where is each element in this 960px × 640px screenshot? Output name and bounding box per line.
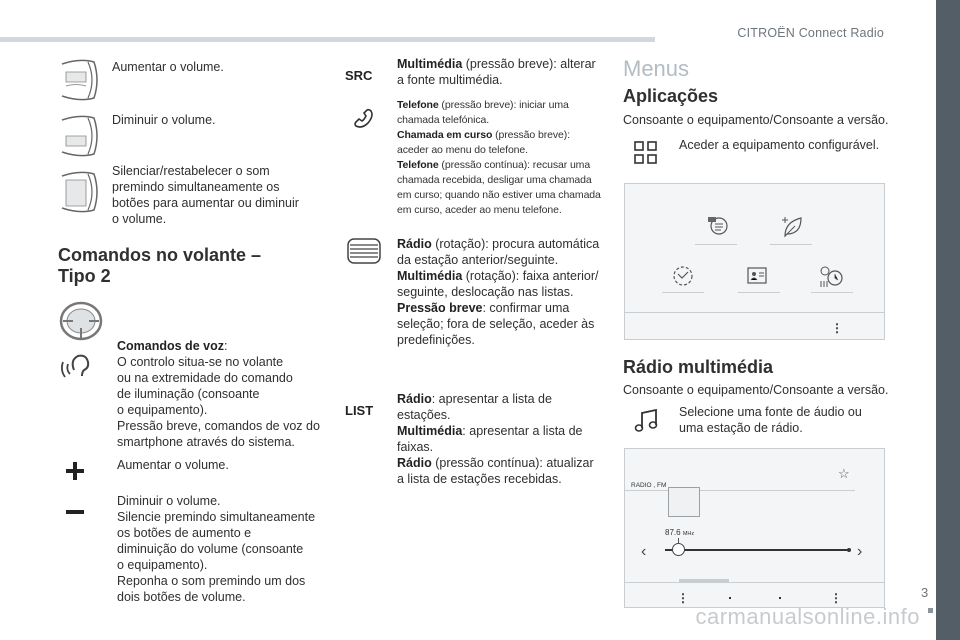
tuner-slider[interactable] — [665, 549, 850, 551]
volume-up-text: Aumentar o volume. — [112, 60, 224, 74]
climate-timer-app-icon[interactable] — [817, 263, 845, 289]
station-logo-placeholder — [668, 487, 700, 517]
radio-icon-text: Selecione uma fonte de áudio ou uma estação de rádio. — [679, 405, 862, 435]
steering-control-mute-icon — [58, 168, 102, 216]
previous-station-icon[interactable]: ‹ — [641, 543, 647, 560]
header-rule — [0, 37, 655, 42]
dot-indicator-1 — [729, 597, 731, 599]
mute-text: Silenciar/restabelecer o som premindo simultaneamente os botões para aumentar ou diminuir o volume. — [112, 164, 299, 226]
thumbwheel-icon — [346, 236, 382, 266]
menu-dots-right[interactable]: ⋮ — [830, 591, 842, 605]
vehicle-info-app-icon[interactable] — [743, 263, 771, 289]
list-text: Rádio: apresentar a lista de estações. Multimédia: apresentar a lista de faixas. Rádio (pressão contínua): atualizar a lista de estações recebidas. — [397, 392, 594, 486]
steering-wheel-icon — [58, 300, 104, 342]
plus-icon — [66, 462, 84, 480]
radio-screen — [624, 448, 885, 608]
phone-text: Telefone (pressão breve): iniciar uma chamada telefónica. Chamada em curso (pressão breve): aceder ao menu do telefone. Telefone (pressão contínua): recusar uma chamada recebida, desligar uma chamada em curso; quando não estiver uma chamada em curso, aceder ao menu telefone. — [397, 99, 601, 216]
settings-app-icon[interactable] — [669, 263, 697, 289]
sms-app-icon[interactable] — [705, 214, 735, 240]
radio-band: RADIO , FM — [631, 482, 667, 489]
voice-command-text: Comandos de voz: O controlo situa-se no volante ou na extremidade do comando de iluminação (consoante o equipamento). Pressão breve, comandos de voz do smartphone através do sistema. — [117, 339, 320, 449]
section-heading-steering: Comandos no volante – Tipo 2 — [58, 245, 262, 286]
tuner-handle[interactable] — [672, 543, 685, 556]
header-title: CITROËN Connect Radio — [737, 26, 884, 40]
thumbwheel-text: Rádio (rotação): procura automática da estação anterior/seguinte. Multimédia (rotação): faixa anterior/ seguinte, deslocação nas listas. Pressão breve: confirmar uma seleção; fora de seleção, aceder às predefinições. — [397, 237, 600, 347]
favorite-star-icon[interactable]: ☆ — [838, 466, 850, 481]
steering-control-up-icon — [58, 56, 102, 104]
side-bar — [936, 0, 960, 640]
voice-command-icon — [60, 348, 100, 382]
plus-text: Aumentar o volume. — [117, 458, 229, 472]
apps-icon-text: Aceder a equipamento configurável. — [679, 138, 880, 152]
minus-icon — [66, 510, 84, 514]
steering-control-down-icon — [58, 112, 102, 160]
dot-indicator-2 — [779, 597, 781, 599]
menus-title: Menus — [623, 56, 690, 81]
apps-grid-icon — [634, 141, 658, 165]
page-number: 3 — [921, 585, 929, 600]
eco-app-icon[interactable] — [779, 214, 807, 240]
music-note-icon — [634, 408, 660, 434]
minus-text: Diminuir o volume. Silencie premindo simultaneamente os botões de aumento e diminuição do volume (consoante o equipamento). Reponha o som premindo um dos dois botões de volume. — [117, 494, 316, 604]
page-marker — [928, 608, 933, 613]
list-label: LIST — [345, 403, 374, 418]
phone-icon — [350, 104, 378, 132]
menu-dots-left[interactable]: ⋮ — [677, 591, 689, 605]
watermark: carmanualsonline.info — [695, 604, 920, 629]
radio-heading: Rádio multimédia — [623, 357, 774, 377]
applications-screen — [624, 183, 885, 340]
volume-down-text: Diminuir o volume. — [112, 113, 216, 127]
frequency-readout: 87.6 MHz — [665, 528, 695, 537]
apps-subtitle: Consoante o equipamento/Consoante a versão. — [623, 113, 889, 127]
src-text: Multimédia (pressão breve): alterar a fonte multimédia. — [397, 57, 596, 87]
apps-heading: Aplicações — [623, 86, 719, 106]
src-label: SRC — [345, 68, 373, 83]
next-station-icon[interactable]: › — [857, 543, 863, 560]
tuner-end-dot — [847, 548, 851, 552]
more-options-icon[interactable]: ⋮ — [831, 321, 843, 335]
radio-subtitle: Consoante o equipamento/Consoante a versão. — [623, 383, 889, 397]
